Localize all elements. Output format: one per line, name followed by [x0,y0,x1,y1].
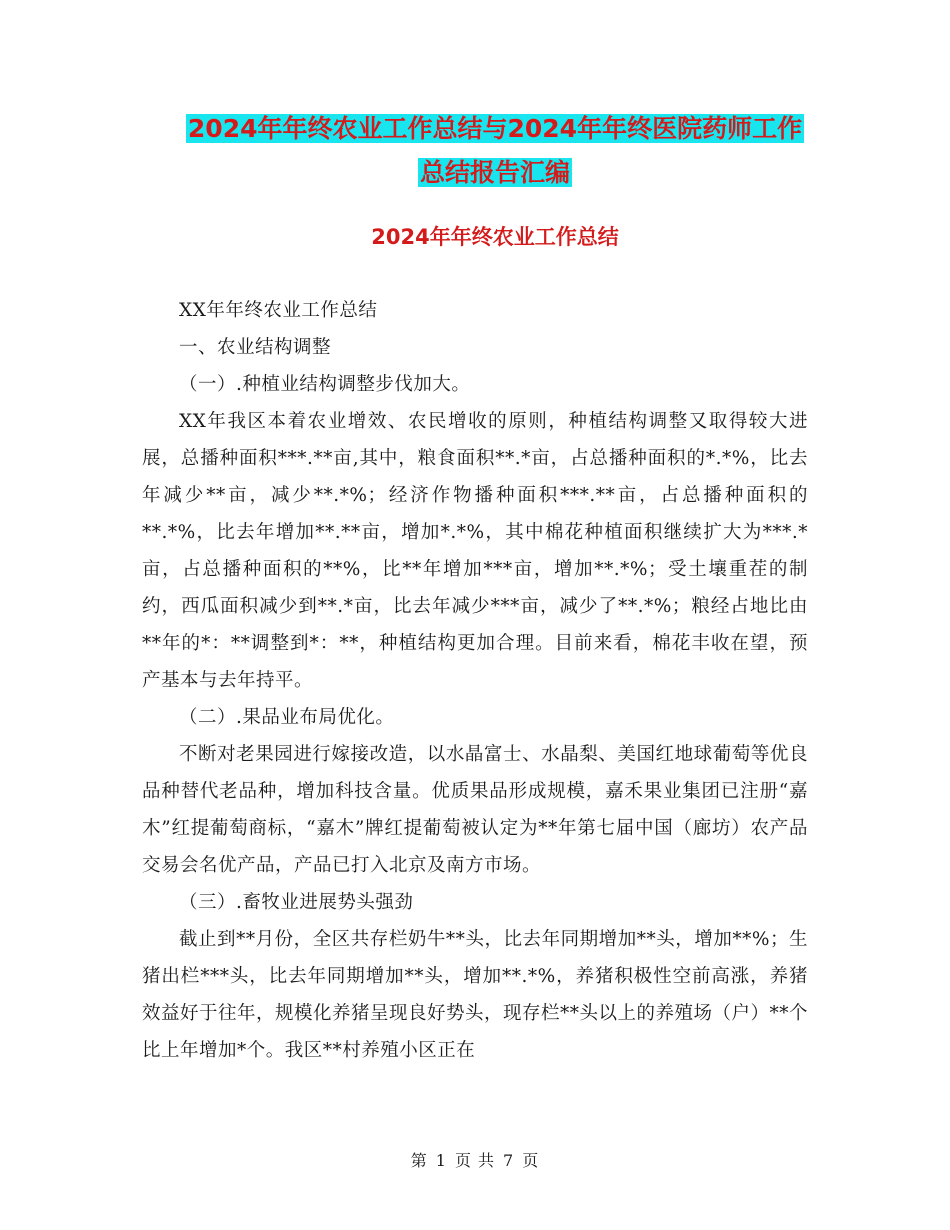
paragraph-subheading: （一）.种植业结构调整步伐加大。 [179,374,471,395]
document-body [142,292,808,1069]
paragraph: 截止到**月份，全区共存栏奶牛**头，比去年同期增加**头，增加**%；生猪出栏***头，比去年同期增加**头，增加**.*%，养猪积极性空前高涨，养猪效益好于往年，规模化养猪呈现良好势头，现存栏**头以上的养殖场（户）**个比上年增加*个。我区**村养殖小区正在 [142,929,809,1061]
footer-prefix: 第 [410,1151,428,1170]
footer-total-pages: 7 [503,1151,515,1170]
footer-mid: 页 共 [454,1151,496,1170]
paragraph: XX年我区本着农业增效、农民增收的原则，种植结构调整又取得较大进展，总播种面积***.**亩,其中，粮食面积**.*亩，占总播种面积的*.*%，比去年减少**亩，减少**.*%；经济作物播种面积***.**亩，占总播种面积的**.*%，比去年增加**.**亩，增加*.*%，其中棉花种植面积继续扩大为***.*亩，占总播种面积的**%，比**年增加***亩，增加**.*%；受土壤重茬的制约，西瓜面积减少到**.*亩，比去年减少***亩，减少了**.*%；粮经占地比由**年的*：**调整到*：**，种植结构更加合理。目前来看，棉花丰收在望，预产基本与去年持平。 [142,411,808,691]
paragraph-subheading: （二）.果品业布局优化。 [179,707,395,728]
title-highlight: 总结报告汇编 [419,158,570,187]
paragraph-heading: 一、农业结构调整 [179,337,332,358]
paragraph-heading: XX年年终农业工作总结 [179,300,378,321]
footer-suffix: 页 [522,1151,540,1170]
paragraph-subheading: （三）.畜牧业进展势头强劲 [179,892,414,913]
document-title-line-2 [140,152,850,194]
document-title-line-1 [140,108,850,150]
footer-page-number: 1 [435,1151,447,1170]
title-highlight: 2024年年终农业工作总结与2024年年终医院药师工作 [187,114,803,143]
paragraph: 不断对老果园进行嫁接改造，以水晶富士、水晶梨、美国红地球葡萄等优良品种替代老品种，增加科技含量。优质果品形成规模，嘉禾果业集团已注册“嘉木”红提葡萄商标，“嘉木”牌红提葡萄被认定为**年第七届中国（廊坊）农产品交易会名优产品，产品已打入北京及南方市场。 [142,744,808,876]
page-footer [0,1148,950,1171]
section-title: 2024年年终农业工作总结 [371,225,619,249]
